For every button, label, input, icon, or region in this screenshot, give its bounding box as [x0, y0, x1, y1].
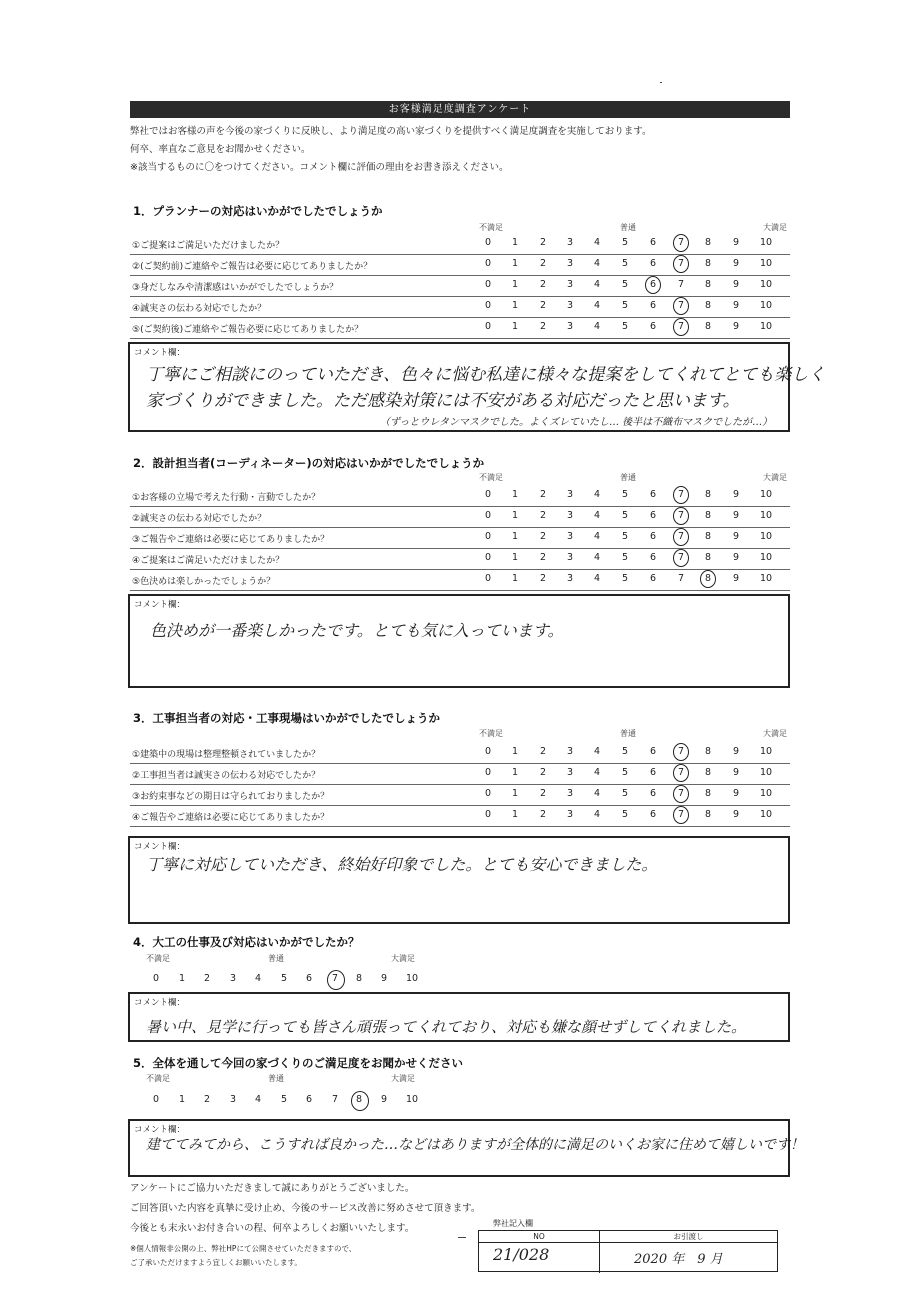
selected-answer-circle	[700, 570, 716, 588]
handwritten-comment: 暑い中、見学に行っても皆さん頑張ってくれており、対応も嫌な顔せずしてくれました。	[146, 1018, 747, 1036]
scale-number: 8	[355, 973, 363, 984]
comment-label: コメント欄：	[134, 842, 186, 852]
scale-number: 6	[649, 300, 657, 311]
scale-number: 3	[566, 552, 574, 563]
scale-number: 10	[759, 279, 773, 290]
scale-number: 1	[511, 321, 519, 332]
question-label: ②工事担当者は誠実さの伝わる対応でしたか？	[132, 771, 321, 781]
selected-answer-circle	[327, 970, 345, 990]
scale-number: 0	[484, 767, 492, 778]
scale-number: 6	[649, 489, 657, 500]
scale-number: 7	[677, 531, 685, 542]
scale-number: 4	[593, 767, 601, 778]
scale-number: 0	[484, 552, 492, 563]
scale-number: 8	[704, 531, 712, 542]
question-label: ⑤色決めは楽しかったでしょうか？	[132, 577, 276, 587]
scale-number: 6	[305, 1094, 313, 1105]
scale-number: 1	[511, 510, 519, 521]
scale-number: 5	[621, 489, 629, 500]
scale-number: 7	[677, 746, 685, 757]
scale-number: 8	[704, 300, 712, 311]
scale-number: 9	[732, 767, 740, 778]
scan-mark	[458, 1237, 466, 1238]
question-label: ④ご報告やご連絡は必要に応じてありましたか？	[132, 813, 330, 823]
scale-number: 2	[539, 300, 547, 311]
scale-number: 7	[677, 321, 685, 332]
scale-number: 5	[621, 531, 629, 542]
scale-mid-label: 普通	[268, 1074, 284, 1083]
scale-number: 6	[649, 531, 657, 542]
scale-number: 0	[484, 300, 492, 311]
scale-number: 3	[566, 321, 574, 332]
scale-number: 7	[677, 258, 685, 269]
scale-mid-label: 普通	[268, 954, 284, 963]
scale-number: 9	[732, 489, 740, 500]
scale-number: 10	[759, 489, 773, 500]
scale-number: 3	[566, 531, 574, 542]
selected-answer-circle	[673, 318, 689, 336]
scale-number: 10	[759, 510, 773, 521]
question-label: ①建築中の現場は整理整頓されていましたか？	[132, 750, 321, 760]
selected-answer-circle	[673, 255, 689, 273]
section-title: 5．全体を通して今回の家づくりのご満足度をお聞かせください	[133, 1056, 463, 1070]
scale-number: 3	[566, 746, 574, 757]
section-title: 1．プランナーの対応はいかがでしたでしょうか	[133, 204, 383, 218]
scale-number: 8	[704, 809, 712, 820]
scale-number: 8	[704, 552, 712, 563]
scale-number: 2	[539, 237, 547, 248]
scale-number: 8	[704, 258, 712, 269]
scale-number: 9	[732, 531, 740, 542]
scale-number: 2	[539, 510, 547, 521]
scale-number: 1	[511, 552, 519, 563]
question-row	[130, 528, 790, 549]
scale-number: 10	[759, 788, 773, 799]
scale-number: 2	[539, 788, 547, 799]
selected-answer-circle	[673, 785, 689, 803]
question-label: ④誠実さの伝わる対応でしたか？	[132, 304, 267, 314]
scale-number: 5	[621, 279, 629, 290]
scale-number: 7	[677, 809, 685, 820]
selected-answer-circle	[673, 528, 689, 546]
scale-number: 5	[621, 746, 629, 757]
scale-number: 3	[566, 788, 574, 799]
scale-number: 5	[621, 767, 629, 778]
scale-number: 6	[649, 510, 657, 521]
selected-answer-circle	[351, 1091, 369, 1111]
scale-number: 10	[759, 321, 773, 332]
scale-number: 1	[511, 788, 519, 799]
scale-number: 6	[305, 973, 313, 984]
scale-number: 7	[331, 973, 339, 984]
scale-number: 8	[704, 767, 712, 778]
scale-number: 8	[704, 489, 712, 500]
scale-high-label: 大満足	[763, 729, 787, 738]
handwritten-comment: 丁寧に対応していただき、終始好印象でした。とても安心できました。	[146, 855, 658, 874]
scale-high-label: 大満足	[391, 954, 415, 963]
scale-number: 9	[732, 746, 740, 757]
handwritten-comment: 建ててみてから、こうすれば良かった…などはありますが全体的に満足のいくお家に住めて嬉しいです！	[146, 1137, 804, 1153]
scale-number: 5	[621, 237, 629, 248]
scale-number: 6	[649, 767, 657, 778]
scale-number: 0	[484, 489, 492, 500]
scale-number: 5	[280, 973, 288, 984]
scale-number: 7	[677, 767, 685, 778]
scale-number: 5	[621, 258, 629, 269]
selected-answer-circle	[673, 297, 689, 315]
section-title: 3．工事担当者の対応・工事現場はいかがでしたでしょうか	[133, 711, 440, 725]
selected-answer-circle	[673, 806, 689, 824]
scale-mid-label: 普通	[620, 473, 636, 482]
scale-number: 3	[566, 300, 574, 311]
selected-answer-circle	[673, 234, 689, 252]
scale-number: 6	[649, 746, 657, 757]
scale-high-label: 大満足	[763, 223, 787, 232]
question-row	[130, 318, 790, 339]
scale-number: 6	[649, 321, 657, 332]
scale-number: 6	[649, 573, 657, 584]
footer-note: ※個人情報非公開の上、弊社HPにて公開させていただきますので、	[130, 1244, 357, 1253]
scale-number: 2	[539, 531, 547, 542]
question-row	[130, 276, 790, 297]
handwritten-comment: 丁寧にご相談にのっていただき、色々に悩む私達に様々な提案をしてくれてとても楽しく	[146, 365, 826, 385]
handover-header: お引渡し	[600, 1231, 777, 1243]
selected-answer-circle	[673, 743, 689, 761]
scale-number: 4	[593, 510, 601, 521]
footer-line: ご回答頂いた内容を真摯に受け止め、今後のサービス改善に努めさせて頂きます。	[130, 1203, 481, 1214]
scale-number: 4	[593, 746, 601, 757]
scale-number: 7	[677, 552, 685, 563]
scale-number: 10	[759, 531, 773, 542]
scale-number: 10	[759, 767, 773, 778]
scale-number: 5	[621, 321, 629, 332]
scale-number: 0	[152, 973, 160, 984]
question-row	[130, 570, 790, 591]
scale-number: 1	[511, 746, 519, 757]
scale-mid-label: 普通	[620, 729, 636, 738]
scale-number: 1	[511, 237, 519, 248]
scale-number: 8	[355, 1094, 363, 1105]
scale-number: 5	[621, 788, 629, 799]
scale-number: 4	[254, 1094, 262, 1105]
scale-number: 8	[704, 788, 712, 799]
question-row	[130, 785, 790, 806]
office-use-table	[478, 1230, 778, 1272]
scale-number: 0	[484, 510, 492, 521]
scale-number: 0	[484, 531, 492, 542]
scale-number: 5	[280, 1094, 288, 1105]
scale-number: 9	[380, 1094, 388, 1105]
scale-number: 5	[621, 552, 629, 563]
scale-number: 8	[704, 746, 712, 757]
question-row	[130, 255, 790, 276]
intro-line: 何卒、率直なご意見をお聞かせください。	[130, 144, 311, 155]
scale-number: 2	[203, 1094, 211, 1105]
selected-answer-circle	[673, 549, 689, 567]
scale-number: 8	[704, 279, 712, 290]
scale-number: 1	[511, 531, 519, 542]
scale-number: 8	[704, 573, 712, 584]
scale-number: 4	[593, 300, 601, 311]
handover-value: 2020 年 9 月	[634, 1252, 723, 1267]
scale-number: 6	[649, 788, 657, 799]
scale-number: 2	[539, 258, 547, 269]
selected-answer-circle	[673, 764, 689, 782]
scale-number: 10	[405, 973, 419, 984]
scale-number: 3	[229, 1094, 237, 1105]
scale-number: 5	[621, 300, 629, 311]
scale-number: 9	[732, 788, 740, 799]
comment-box	[128, 594, 790, 688]
scale-number: 4	[593, 531, 601, 542]
comment-label: コメント欄：	[134, 600, 186, 610]
scale-number: 0	[484, 237, 492, 248]
question-label: ④ご提案はご満足いただけましたか？	[132, 556, 285, 566]
office-use-label: 弊社記入欄	[493, 1219, 533, 1228]
scale-number: 9	[732, 510, 740, 521]
scale-number: 4	[593, 321, 601, 332]
scale-number: 0	[152, 1094, 160, 1105]
comment-label: コメント欄：	[134, 1125, 186, 1135]
section-title: 2．設計担当者(コーディネーター)の対応はいかがでしたでしょうか	[133, 456, 485, 470]
scale-number: 2	[539, 279, 547, 290]
scale-number: 7	[677, 279, 685, 290]
scale-number: 0	[484, 788, 492, 799]
question-label: ①ご提案はご満足いただけましたか？	[132, 241, 285, 251]
scale-number: 1	[511, 300, 519, 311]
question-row	[130, 297, 790, 318]
comment-label: コメント欄：	[134, 348, 186, 358]
scale-mid-label: 普通	[620, 223, 636, 232]
selected-answer-circle	[673, 486, 689, 504]
survey-title: お客様満足度調査アンケート	[130, 101, 790, 118]
scale-low-label: 不満足	[479, 473, 503, 482]
scale-number: 7	[677, 510, 685, 521]
scale-number: 4	[593, 279, 601, 290]
scale-number: 4	[593, 237, 601, 248]
question-row	[130, 486, 790, 507]
scale-number: 7	[331, 1094, 339, 1105]
question-label: ③ご報告やご連絡は必要に応じてありましたか？	[132, 535, 330, 545]
scale-number: 4	[593, 258, 601, 269]
scale-number: 3	[566, 767, 574, 778]
scale-number: 3	[566, 237, 574, 248]
scale-number: 1	[178, 973, 186, 984]
question-row	[130, 549, 790, 570]
question-label: ③身だしなみや清潔感はいかがでしたでしょうか？	[132, 283, 339, 293]
scale-number: 1	[511, 489, 519, 500]
scale-number: 10	[759, 258, 773, 269]
scale-number: 6	[649, 237, 657, 248]
scale-number: 0	[484, 809, 492, 820]
footer-line: 今後とも末永いお付き合いの程、何卒よろしくお願いいたします。	[130, 1223, 415, 1234]
question-label: ③お約束事などの期日は守られておりましたか？	[132, 792, 330, 802]
scale-number: 3	[566, 809, 574, 820]
scale-number: 9	[732, 552, 740, 563]
question-row	[130, 507, 790, 528]
scale-number: 9	[732, 321, 740, 332]
scale-number: 8	[704, 321, 712, 332]
scale-number: 9	[732, 300, 740, 311]
scale-number: 2	[539, 746, 547, 757]
question-label: ⑤(ご契約後)ご連絡やご報告必要に応じてありましたか？	[132, 325, 364, 335]
scale-low-label: 不満足	[146, 954, 170, 963]
question-label: ②(ご契約前)ご連絡やご報告は必要に応じてありましたか？	[132, 262, 373, 272]
scale-number: 0	[484, 746, 492, 757]
scale-number: 4	[254, 973, 262, 984]
scale-number: 7	[677, 300, 685, 311]
scale-number: 3	[566, 573, 574, 584]
question-row	[130, 234, 790, 255]
scale-number: 2	[539, 489, 547, 500]
scale-number: 7	[677, 573, 685, 584]
scale-number: 9	[380, 973, 388, 984]
scale-number: 9	[732, 237, 740, 248]
scale-low-label: 不満足	[479, 223, 503, 232]
scale-number: 10	[759, 300, 773, 311]
scale-number: 4	[593, 809, 601, 820]
scale-number: 6	[649, 552, 657, 563]
scale-number: 7	[677, 788, 685, 799]
selected-answer-circle	[645, 276, 661, 294]
scale-number: 2	[203, 973, 211, 984]
scale-number: 10	[759, 552, 773, 563]
scale-low-label: 不満足	[479, 729, 503, 738]
scale-number: 1	[511, 279, 519, 290]
handwritten-comment: 色決めが一番楽しかったです。とても気に入っています。	[150, 621, 564, 640]
scale-low-label: 不満足	[146, 1074, 170, 1083]
scale-number: 8	[704, 237, 712, 248]
scale-number: 0	[484, 573, 492, 584]
scale-number: 5	[621, 510, 629, 521]
scale-number: 1	[511, 767, 519, 778]
scale-number: 1	[511, 258, 519, 269]
scale-number: 10	[759, 746, 773, 757]
handwritten-comment: 家づくりができました。ただ感染対策には不安がある対応だったと思います。	[146, 391, 740, 411]
no-value: 21/028	[493, 1245, 550, 1264]
scale-number: 0	[484, 279, 492, 290]
scale-number: 1	[511, 573, 519, 584]
scale-number: 3	[566, 279, 574, 290]
scale-number: 3	[566, 489, 574, 500]
handwritten-comment: （ずっとウレタンマスクでした。よくズレていたし… 後半は不織布マスクでしたが…）	[380, 417, 773, 428]
question-label: ①お客様の立場で考えた行動・言動でしたか？	[132, 493, 321, 503]
scale-number: 7	[677, 237, 685, 248]
scale-number: 0	[484, 258, 492, 269]
scale-number: 8	[704, 510, 712, 521]
scale-number: 2	[539, 552, 547, 563]
scale-number: 10	[759, 573, 773, 584]
selected-answer-circle	[673, 507, 689, 525]
scale-number: 4	[593, 573, 601, 584]
comment-box	[128, 836, 790, 924]
question-row	[130, 743, 790, 764]
scale-number: 9	[732, 258, 740, 269]
scale-number: 9	[732, 573, 740, 584]
question-label: ②誠実さの伝わる対応でしたか？	[132, 514, 267, 524]
scale-number: 2	[539, 809, 547, 820]
scale-number: 6	[649, 258, 657, 269]
scale-number: 9	[732, 279, 740, 290]
scale-number: 4	[593, 788, 601, 799]
scale-number: 0	[484, 321, 492, 332]
scale-number: 3	[566, 258, 574, 269]
scale-number: 3	[566, 510, 574, 521]
scale-number: 5	[621, 809, 629, 820]
scale-number: 1	[178, 1094, 186, 1105]
scan-mark	[660, 82, 662, 83]
no-header: NO	[479, 1231, 599, 1243]
scale-number: 2	[539, 767, 547, 778]
scale-number: 10	[759, 237, 773, 248]
scale-number: 10	[759, 809, 773, 820]
intro-line: ※該当するものに〇をつけてください。コメント欄に評価の理由をお書き添えください。	[130, 162, 509, 173]
footer-note: ご了承いただけますよう宜しくお願いいたします。	[130, 1258, 302, 1267]
scale-number: 2	[539, 573, 547, 584]
scale-number: 3	[229, 973, 237, 984]
question-row	[130, 764, 790, 785]
scale-number: 5	[621, 573, 629, 584]
scale-number: 4	[593, 489, 601, 500]
scale-number: 6	[649, 809, 657, 820]
scale-number: 9	[732, 809, 740, 820]
scale-number: 6	[649, 279, 657, 290]
scale-number: 10	[405, 1094, 419, 1105]
scale-number: 4	[593, 552, 601, 563]
section-title: 4．大工の仕事及び対応はいかがでしたか？	[133, 935, 360, 949]
scale-number: 1	[511, 809, 519, 820]
scale-high-label: 大満足	[391, 1074, 415, 1083]
scale-number: 2	[539, 321, 547, 332]
footer-line: アンケートにご協力いただきまして誠にありがとうございました。	[130, 1183, 415, 1194]
scale-high-label: 大満足	[763, 473, 787, 482]
question-row	[130, 806, 790, 827]
intro-line: 弊社ではお客様の声を今後の家づくりに反映し、より満足度の高い家づくりを提供すべく満足度調査を実施しております。	[130, 126, 652, 137]
scale-number: 7	[677, 489, 685, 500]
comment-label: コメント欄：	[134, 998, 186, 1008]
